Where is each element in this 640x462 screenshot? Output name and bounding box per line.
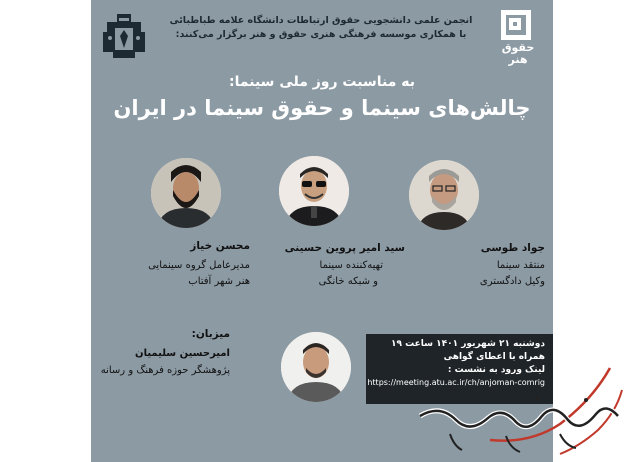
square-logo-icon <box>501 10 531 40</box>
speaker-role: منتقد سینما <box>496 260 545 271</box>
speaker-role: هنر شهر آفتاب <box>188 276 250 287</box>
header-line-2: با همکاری موسسه فرهنگی هنری حقوق و هنر برگزار می‌کنند: <box>175 29 467 40</box>
host-role: پژوهشگر حوزه فرهنگ و رسانه <box>100 365 230 376</box>
speaker-photo-mohsen-khabbaz <box>151 158 221 228</box>
speaker-name: محسن خیاز <box>190 240 250 252</box>
link-label: لینک ورود به نشست : <box>447 365 545 375</box>
speaker-role: تهیه‌کننده سینما <box>319 260 383 271</box>
speaker-role: وکیل دادگستری <box>479 276 545 287</box>
main-title: چالش‌های سینما و حقوق سینما در ایران <box>113 96 531 120</box>
speaker-name: جواد طوسی <box>480 242 545 254</box>
speaker-role: و شبکه خانگی <box>318 276 378 287</box>
logo-text-1: حقوق <box>501 41 535 54</box>
host-name: امیرحسین سلیمیان <box>135 348 230 359</box>
certificate-note: همراه با اعطای گواهی <box>443 352 545 362</box>
host-label: میزبان: <box>191 328 230 340</box>
watermark-logo-icon <box>410 350 640 462</box>
speaker-role: مدیرعامل گروه سینمایی <box>148 260 250 271</box>
university-emblem-icon <box>101 8 147 60</box>
speaker-photo-javad-tousi <box>409 160 479 230</box>
speaker-photo-amir-parvin-hosseini <box>279 156 349 226</box>
event-date: دوشنبه ۲۱ شهریور ۱۴۰۱ ساعت ۱۹ <box>390 339 545 349</box>
occasion-title: به مناسبت روز ملی سینما: <box>229 74 415 90</box>
hoghoogh-honar-logo <box>497 10 537 68</box>
meeting-link[interactable]: https://meeting.atu.ac.ir/ch/anjoman-comrig <box>367 378 545 387</box>
logo-text-2: هنر <box>508 53 528 66</box>
header-line-1: انجمن علمی دانشجویی حقوق ارتباطات دانشگاه علامه طباطبائی <box>169 15 473 26</box>
organizers-header <box>151 14 491 42</box>
speaker-name: سید امیر پروین حسینی <box>284 242 405 254</box>
host-photo <box>281 332 351 402</box>
